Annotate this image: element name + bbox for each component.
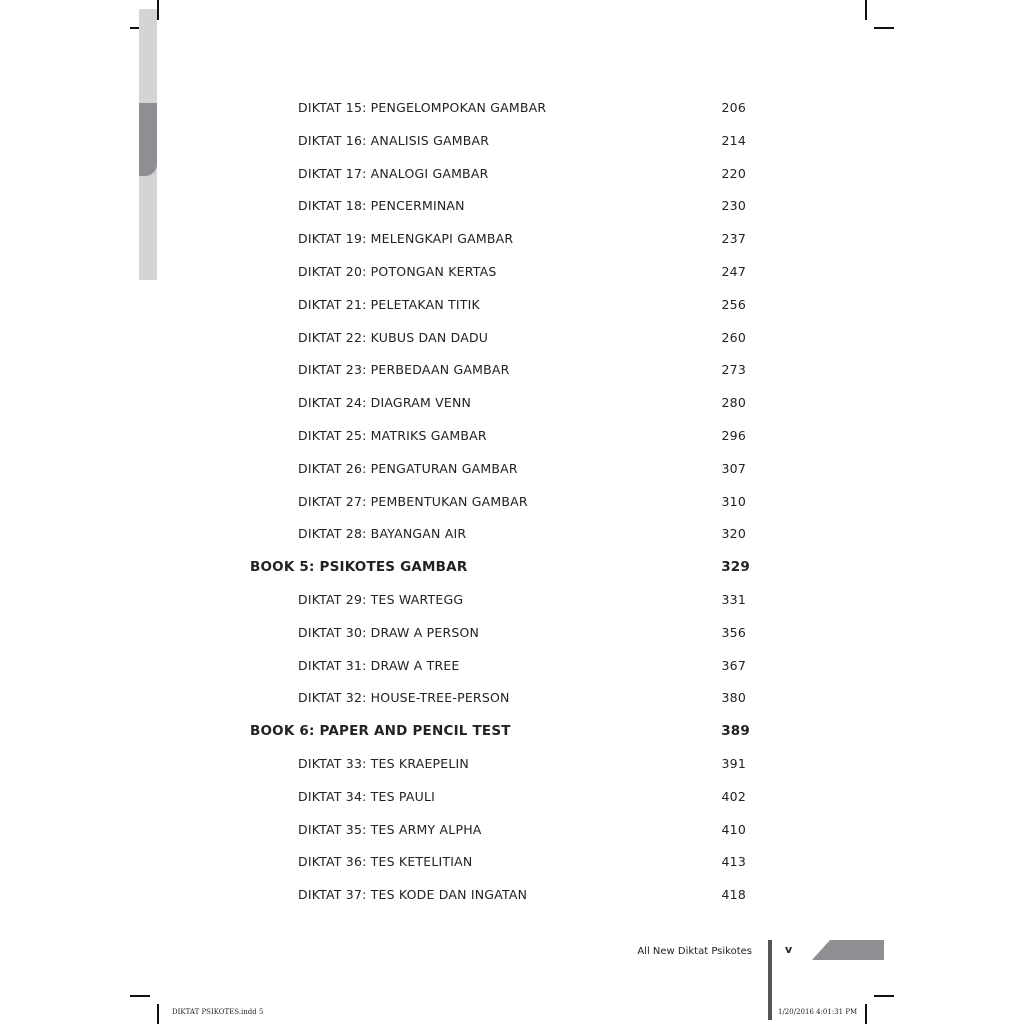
toc-entry-page: 237 (721, 231, 746, 247)
toc-entry (0, 854, 1024, 874)
crop-mark (874, 27, 894, 29)
toc-entry (0, 198, 1024, 218)
toc-book-heading (0, 559, 1024, 579)
toc-entry-page: 418 (721, 887, 746, 903)
toc-entry-page: 247 (721, 264, 746, 279)
toc-entry-page: 356 (721, 624, 746, 640)
toc-entry-title: DIKTAT 25: MATRIKS GAMBAR (298, 428, 487, 443)
toc-entry-page: 331 (721, 592, 746, 607)
toc-book-heading (0, 723, 1024, 743)
toc-entry (0, 264, 1024, 284)
crop-mark (865, 1004, 867, 1024)
crop-mark (865, 0, 867, 20)
toc-entry-title: BOOK 6: PAPER AND PENCIL TEST (250, 723, 511, 740)
toc-entry-page: 214 (721, 132, 746, 148)
toc-entry-page: 320 (721, 526, 746, 542)
toc-entry-page: 307 (721, 460, 746, 476)
toc-entry-page: 220 (721, 165, 746, 181)
toc-entry-title: DIKTAT 19: MELENGKAPI GAMBAR (298, 231, 514, 247)
toc-entry-page: 256 (721, 296, 746, 312)
toc-entry-title: DIKTAT 30: DRAW A PERSON (298, 624, 480, 640)
toc-entry-page: 273 (721, 362, 746, 378)
slug-filename: DIKTAT PSIKOTES.indd 5 (172, 1008, 264, 1016)
toc-entry-title: DIKTAT 29: TES WARTEGG (298, 592, 464, 607)
toc-entry-page: 380 (721, 690, 746, 706)
footer-page-number: v (785, 943, 793, 956)
toc-entry-title: DIKTAT 31: DRAW A TREE (298, 657, 460, 673)
toc-entry (0, 362, 1024, 382)
crop-mark (157, 1004, 159, 1024)
toc-entry (0, 133, 1024, 153)
toc-entry (0, 625, 1024, 645)
footer-divider (768, 940, 772, 1020)
footer-decoration (812, 940, 884, 960)
toc-entry-title: DIKTAT 36: TES KETELITIAN (298, 854, 473, 870)
toc-entry-page: 310 (721, 493, 746, 509)
toc-entry-title: DIKTAT 15: PENGELOMPOKAN GAMBAR (298, 100, 547, 115)
toc-entry-page: 402 (721, 788, 746, 804)
toc-entry-title: DIKTAT 32: HOUSE-TREE-PERSON (298, 690, 510, 706)
toc-entry (0, 166, 1024, 186)
toc-entry-title: DIKTAT 16: ANALISIS GAMBAR (298, 132, 490, 148)
toc-entry-page: 296 (721, 428, 746, 443)
toc-entry-page: 410 (721, 821, 746, 837)
toc-entry (0, 789, 1024, 809)
toc-entry-title: DIKTAT 28: BAYANGAN AIR (298, 526, 467, 542)
toc-entry (0, 100, 1024, 120)
slug-datetime: 1/20/2016 4:01:31 PM (778, 1008, 858, 1016)
toc-entry (0, 395, 1024, 415)
toc-entry-page: 206 (721, 100, 746, 115)
toc-entry-title: DIKTAT 37: TES KODE DAN INGATAN (298, 887, 528, 903)
toc-entry-title: DIKTAT 27: PEMBENTUKAN GAMBAR (298, 493, 528, 509)
toc-entry-title: DIKTAT 18: PENCERMINAN (298, 198, 465, 214)
toc-entry (0, 297, 1024, 317)
toc-entry-title: DIKTAT 17: ANALOGI GAMBAR (298, 165, 489, 181)
toc-entry (0, 756, 1024, 776)
toc-entry-title: DIKTAT 24: DIAGRAM VENN (298, 395, 472, 411)
toc-entry-title: DIKTAT 34: TES PAULI (298, 788, 436, 804)
crop-mark (874, 995, 894, 997)
toc-entry-page: 367 (721, 657, 746, 673)
toc-entry (0, 526, 1024, 546)
toc-entry (0, 231, 1024, 251)
toc-entry-title: DIKTAT 35: TES ARMY ALPHA (298, 821, 482, 837)
toc-entry-page: 389 (721, 723, 750, 740)
toc-entry (0, 428, 1024, 448)
toc-entry (0, 887, 1024, 907)
toc-entry-title: DIKTAT 22: KUBUS DAN DADU (298, 329, 489, 345)
toc-entry-title: DIKTAT 33: TES KRAEPELIN (298, 756, 469, 771)
toc-entry (0, 330, 1024, 350)
toc-entry-page: 230 (721, 198, 746, 214)
toc-entry-title: BOOK 5: PSIKOTES GAMBAR (250, 559, 468, 576)
toc-entry (0, 592, 1024, 612)
toc-entry-page: 329 (721, 559, 750, 576)
toc-entry (0, 822, 1024, 842)
toc-entry-title: DIKTAT 21: PELETAKAN TITIK (298, 296, 480, 312)
footer-book-title: All New Diktat Psikotes (637, 946, 752, 957)
toc-entry-page: 260 (721, 329, 746, 345)
toc-entry-page: 391 (721, 756, 746, 771)
toc-entry-title: DIKTAT 23: PERBEDAAN GAMBAR (298, 362, 510, 378)
toc-entry-page: 413 (721, 854, 746, 870)
crop-mark (157, 0, 159, 20)
toc-entry (0, 690, 1024, 710)
toc-entry (0, 494, 1024, 514)
crop-mark (130, 995, 150, 997)
toc-entry-page: 280 (721, 395, 746, 411)
toc-entry (0, 658, 1024, 678)
toc-entry-title: DIKTAT 26: PENGATURAN GAMBAR (298, 460, 518, 476)
toc-entry-title: DIKTAT 20: POTONGAN KERTAS (298, 264, 497, 279)
toc-entry (0, 461, 1024, 481)
